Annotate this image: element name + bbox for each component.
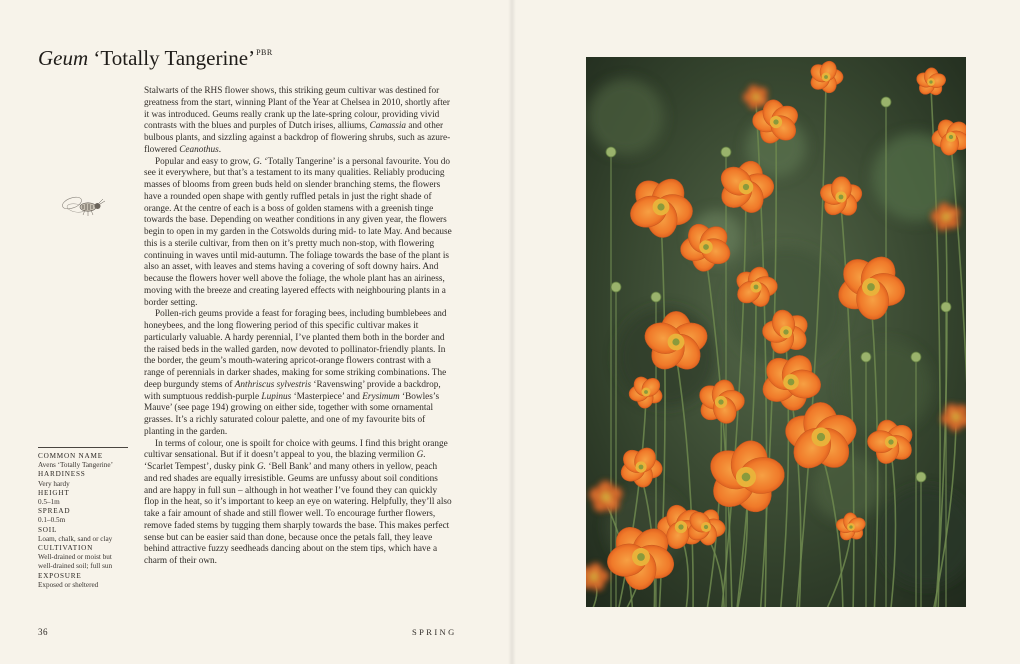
bud-head [651,292,661,302]
paragraph-1 [144,86,452,157]
photo-canvas [586,57,966,607]
flower-stamen-base [718,399,723,404]
fact-value: Well-drained or moist but well-drained soil; full sun [38,553,113,571]
paragraph-3 [144,309,452,438]
plant-name: Anthriscus sylvestris [234,379,312,390]
plant-name: G. [253,156,263,167]
fact-value: Very hardy [38,479,70,488]
bud-head [606,147,616,157]
flower-stamen-base [783,329,788,334]
fact-value: Loam, chalk, sand or clay [38,534,113,543]
page-title [38,40,273,71]
running-head: SPRING [412,627,457,637]
paragraph-2 [144,157,452,310]
plant-name: Erysimum [362,391,400,402]
fact-value: Exposed or sheltered [38,580,99,589]
flower-stamen-base [849,525,852,528]
text-run: ‘Bell Bank’ and many others in yellow, peach and red shades are equally irresistible. Geums are unfussy about soil conditions and are happy in full sun – although in hot weather I’ve found they can quickly flop in the heat, so it’s important to keep an eye on watering. Helpfully, they’ll also take a fair amount of shade and still flower well. To encourage further flowers, remove faded stems by tugging them sharply towards the base. This makes perfect sense but can be easier said than done, because once the petals fall, they leave behind attractive fuzzy seedheads dancing about on the stem tips, which have a charm of their own. [144,462,452,566]
flower-stamen-base [639,465,644,470]
bee-icon [58,190,108,222]
flower-stamen-base [742,473,751,482]
paragraph-4 [144,439,452,568]
fact-label: SOIL [38,525,58,534]
plant-name: Camassia [369,121,407,132]
fact-label: CULTIVATION [38,544,94,553]
fact-value: 0.1–0.5m [38,516,66,525]
plant-name: G. [416,450,426,461]
text-run: Popular and easy to grow, [155,156,254,167]
flower-stamen-base [657,203,664,210]
plant-facts [38,447,128,590]
text-run: ‘Masterpiece’ and [291,391,363,402]
flower-stamen-base [839,195,844,200]
geum-photograph [586,57,966,607]
flower-stamen-base [704,525,708,529]
flower-stamen-base [949,135,953,139]
text-run: ‘Ravenswing’ provide a backdrop, with sumptuous reddish-purple [144,379,441,402]
fact-label: HARDINESS [38,470,86,479]
plant-name: G. [257,462,266,472]
fact-label: SPREAD [38,507,71,516]
flower-stamen-base [817,433,825,441]
flower-stamen-base [773,119,778,124]
flower-stamen-base [604,495,608,499]
fact-value: Avens ‘Totally Tangerine’ [38,461,113,470]
title-pbr-mark: PBR [256,48,273,57]
text-run: ‘Bowles’s Mauve’ (see page 194) growing on either side, together with some ornamental grasses. It’s a richly saturated colour palette, and one of my favourite bits of planting in the garden. [144,391,440,437]
text-run: ‘Totally Tangerine’ is a personal favourite. You do see it everywhere, but that’s a testament to its many qualities. Reliably producing masses of blooms from green buds held on slender branching stems, the flowers have a rounded open shape with gently ruffled petals in just the right shade of orange. At the centre of each is a boss of golden stamens with a greenish tinge towards the base. Depending on weather conditions in any given year, the flowers begin to open in my garden in the Cotswolds during mid- to late May. And because this is a sterile cultivar, from then on it’s pretty much non-stop, with flowering continuing in waves until mid-autumn. The foliage towards the base of the plant is also an asset, with leaves and stems having a covering of soft downy hairs. And because the flowers hover well above the foliage, the whole plant has an airiness, moving with the breeze and creating layered effects with neighbouring plants in a border setting. [144,156,452,308]
flower-stamen-base [672,338,679,345]
fact-value: 0.5–1m [38,498,60,507]
flower-stamen-base [755,96,758,99]
fact-label: EXPOSURE [38,571,82,580]
bud-head [721,147,731,157]
flower-stamen-base [743,184,749,190]
flower-stamen-base [867,283,875,291]
title-cultivar: ‘Totally Tangerine’ [88,46,256,70]
plant-name: Lupinus [261,391,292,402]
bud-head [941,302,951,312]
text-run: In terms of colour, one is spoilt for choice with geums. I find this bright orange cultivar sensational. But if it doesn’t appeal to you, the blazing vermilion [144,438,448,461]
flower-stamen-base [754,285,759,290]
bud-head [881,97,891,107]
bud-head [911,352,921,362]
bud-head [861,352,871,362]
flower-stamen-base [703,244,709,250]
flower-stamen-base [637,553,645,561]
foliage-blur [588,79,664,155]
text-run: Pollen-rich geums provide a feast for foraging bees, including bumblebees and honeybees, and the long flowering period of this specific cultivar makes it particularly valuable. A hardy perennial, I’ve planted them both in the border and the raised beds in the walled garden, now devoted to pollinator-friendly plants. In the border, the geum’s mouth-watering apricot-orange flowers contrast with a range of perennials in darker shades, making for some striking combinations. The deep burgundy stems of [144,309,447,390]
fact-label: COMMON NAME [38,452,103,460]
flower-stamen-base [888,439,893,444]
flower-stamen-base [592,575,595,578]
flower-stamen-base [824,75,828,79]
flower-stamen-base [644,390,648,394]
book-gutter [508,0,516,664]
flower-stamen-base [944,215,947,218]
flower-stamen-base [954,415,957,418]
flower-stamen-base [678,524,683,529]
text-run: . [218,144,222,155]
bud-head [916,472,926,482]
flower-stamen-base [929,80,932,83]
text-run: ‘Scarlet Tempest’, dusky pink [144,462,257,472]
page-number: 36 [38,627,48,637]
fact-label: HEIGHT [38,488,70,497]
text-run: and other bulbous plants, and sizzling against a backdrop of flowering shrubs, such as azure-flowered [144,121,451,155]
plant-name: Ceanothus [179,144,219,155]
flower-stamen-base [788,379,795,386]
body-text [144,86,452,568]
title-genus: Geum [38,46,89,70]
text-run: Stalwarts of the RHS flower shows, this striking geum cultivar was destined for greatness from the start, winning Plant of the Year at Chelsea in 2010, shortly after it was introduced. Geums really crank up the late-spring colour, providing vivid contrasts with the blues and purples of Dutch irises, alliums, [144,86,450,132]
bud-head [611,282,621,292]
